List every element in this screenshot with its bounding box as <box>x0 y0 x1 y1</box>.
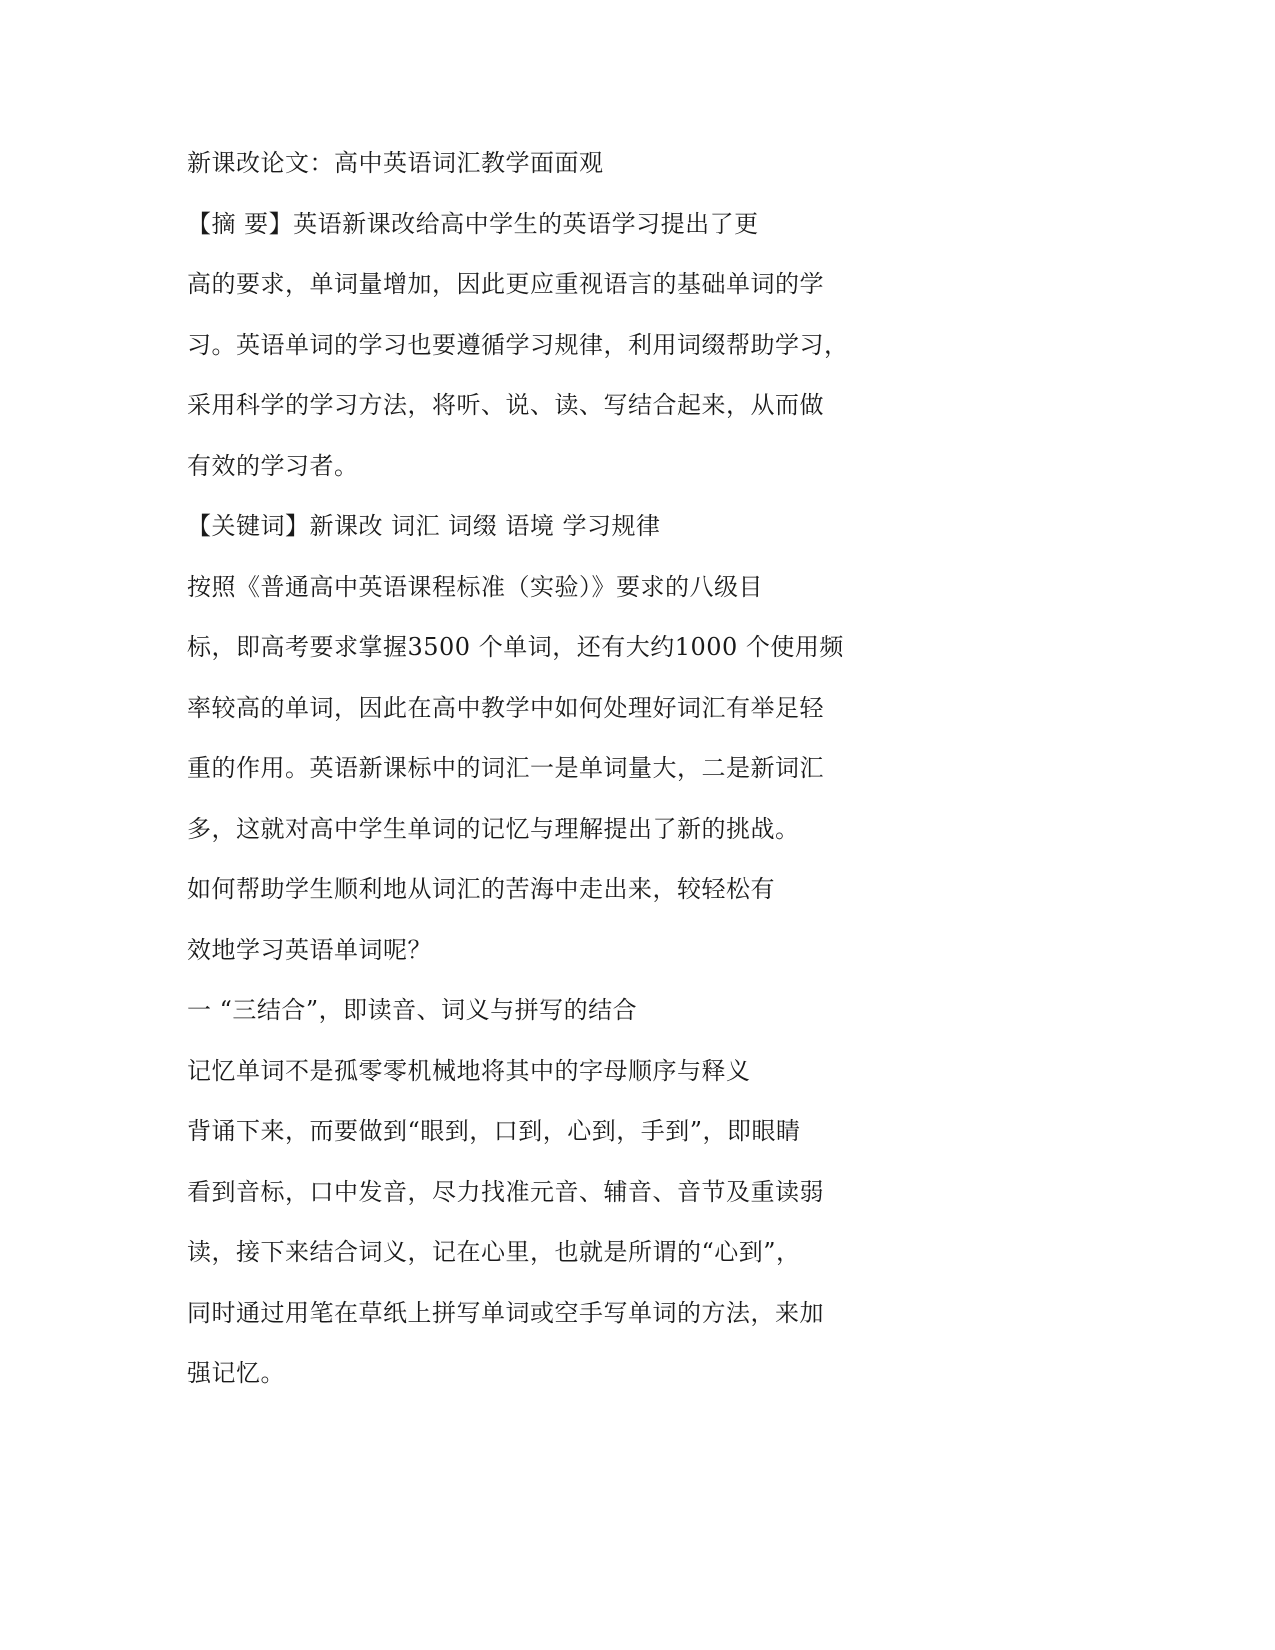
abstract-line: 有效的学习者。 <box>187 451 359 480</box>
paragraph-line: 多，这就对高中学生单词的记忆与理解提出了新的挑战。 <box>187 814 800 843</box>
section-heading: 一 “三结合”，即读音、词义与拼写的结合 <box>187 996 638 1024</box>
paragraph-line: 背诵下来，而要做到“眼到，口到，心到，手到”，即眼睛 <box>187 1117 801 1145</box>
abstract-line: 习。英语单词的学习也要遵循学习规律，利用词缀帮助学习， <box>187 330 849 359</box>
paragraph-line: 如何帮助学生顺利地从词汇的苦海中走出来，较轻松有 <box>187 875 775 903</box>
abstract-line: 采用科学的学习方法，将听、说、读、写结合起来，从而做 <box>187 391 824 419</box>
document-title: 新课改论文：高中英语词汇教学面面观 <box>187 149 604 177</box>
body-text <box>187 145 867 1416</box>
paragraph-line: 看到音标，口中发音，尽力找准元音、辅音、音节及重读弱 <box>187 1177 824 1206</box>
paragraph-line: 按照《普通高中英语课程标准（实验）》要求的八级目 <box>187 572 763 601</box>
paragraph-line: 记忆单词不是孤零零机械地将其中的字母顺序与释义 <box>187 1056 751 1085</box>
paragraph-line: 重的作用。英语新课标中的词汇一是单词量大，二是新词汇 <box>187 754 824 782</box>
paragraph-line: 率较高的单词，因此在高中教学中如何处理好词汇有举足轻 <box>187 693 824 722</box>
abstract-line: 高的要求，单词量增加，因此更应重视语言的基础单词的学 <box>187 270 824 298</box>
abstract-line: 【摘 要】英语新课改给高中学生的英语学习提出了更 <box>187 209 759 238</box>
paragraph-line: 标，即高考要求掌握3500 个单词，还有大约1000 个使用频 <box>187 633 844 661</box>
paragraph-line: 强记忆。 <box>187 1359 285 1387</box>
paragraph-line: 读，接下来结合词义，记在心里，也就是所谓的“心到”， <box>187 1238 801 1266</box>
keywords-line: 【关键词】新课改 词汇 词缀 语境 学习规律 <box>187 512 661 540</box>
paragraph-line: 同时通过用笔在草纸上拼写单词或空手写单词的方法，来加 <box>187 1298 824 1327</box>
paragraph-line: 效地学习英语单词呢？ <box>187 935 432 964</box>
